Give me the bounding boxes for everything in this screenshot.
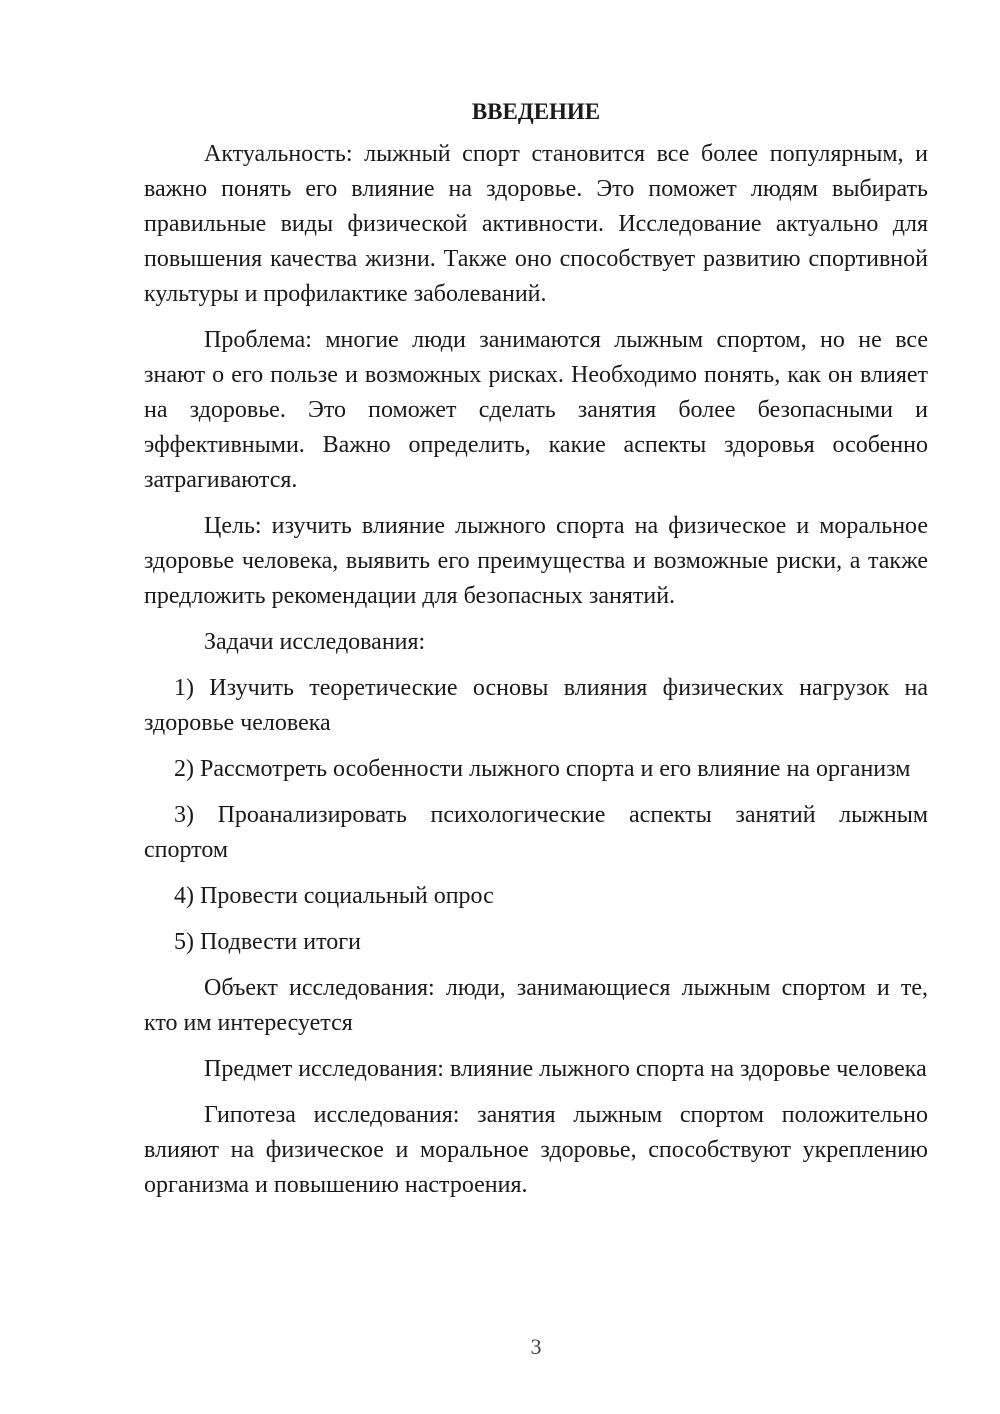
page-number: 3: [530, 1334, 542, 1359]
section-title: ВВЕДЕНИЕ: [471, 99, 601, 124]
subject-paragraph: Предмет исследования: влияние лыжного спорта на здоровье человека: [204, 1056, 927, 1082]
page-content: [144, 94, 928, 1214]
tasks-heading: Задачи исследования:: [204, 629, 426, 655]
problem-paragraph: Проблема: многие люди занимаются лыжным спортом, но не все знают о его пользе и возможных рисках. Необходимо понять, как он влияет на здоровье. Это поможет сделать занятия более безопасными и эффективными. Важно определить, какие аспекты здоровья особенно затрагиваются.: [144, 327, 928, 493]
task-item: 1) Изучить теоретические основы влияния физических нагрузок на здоровье человека: [144, 675, 928, 736]
task-item: 2) Рассмотреть особенности лыжного спорта и его влияние на организм: [174, 756, 911, 782]
goal-paragraph: Цель: изучить влияние лыжного спорта на физическое и моральное здоровье человека, выявить его преимущества и возможные риски, а также предложить рекомендации для безопасных занятий.: [144, 513, 928, 609]
object-paragraph: Объект исследования: люди, занимающиеся лыжным спортом и те, кто им интересуется: [144, 975, 928, 1036]
task-item: 5) Подвести итоги: [174, 929, 361, 955]
task-item: 4) Провести социальный опрос: [174, 883, 494, 909]
task-item: 3) Проанализировать психологические аспекты занятий лыжным спортом: [144, 802, 928, 863]
relevance-paragraph: Актуальность: лыжный спорт становится все более популярным, и важно понять его влияние на здоровье. Это поможет людям выбирать правильные виды физической активности. Исследование актуально для повышения качества жизни. Также оно способствует развитию спортивной культуры и профилактике заболеваний.: [144, 141, 928, 307]
hypothesis-paragraph: Гипотеза исследования: занятия лыжным спортом положительно влияют на физическое и моральное здоровье, способствуют укреплению организма и повышению настроения.: [144, 1102, 928, 1198]
